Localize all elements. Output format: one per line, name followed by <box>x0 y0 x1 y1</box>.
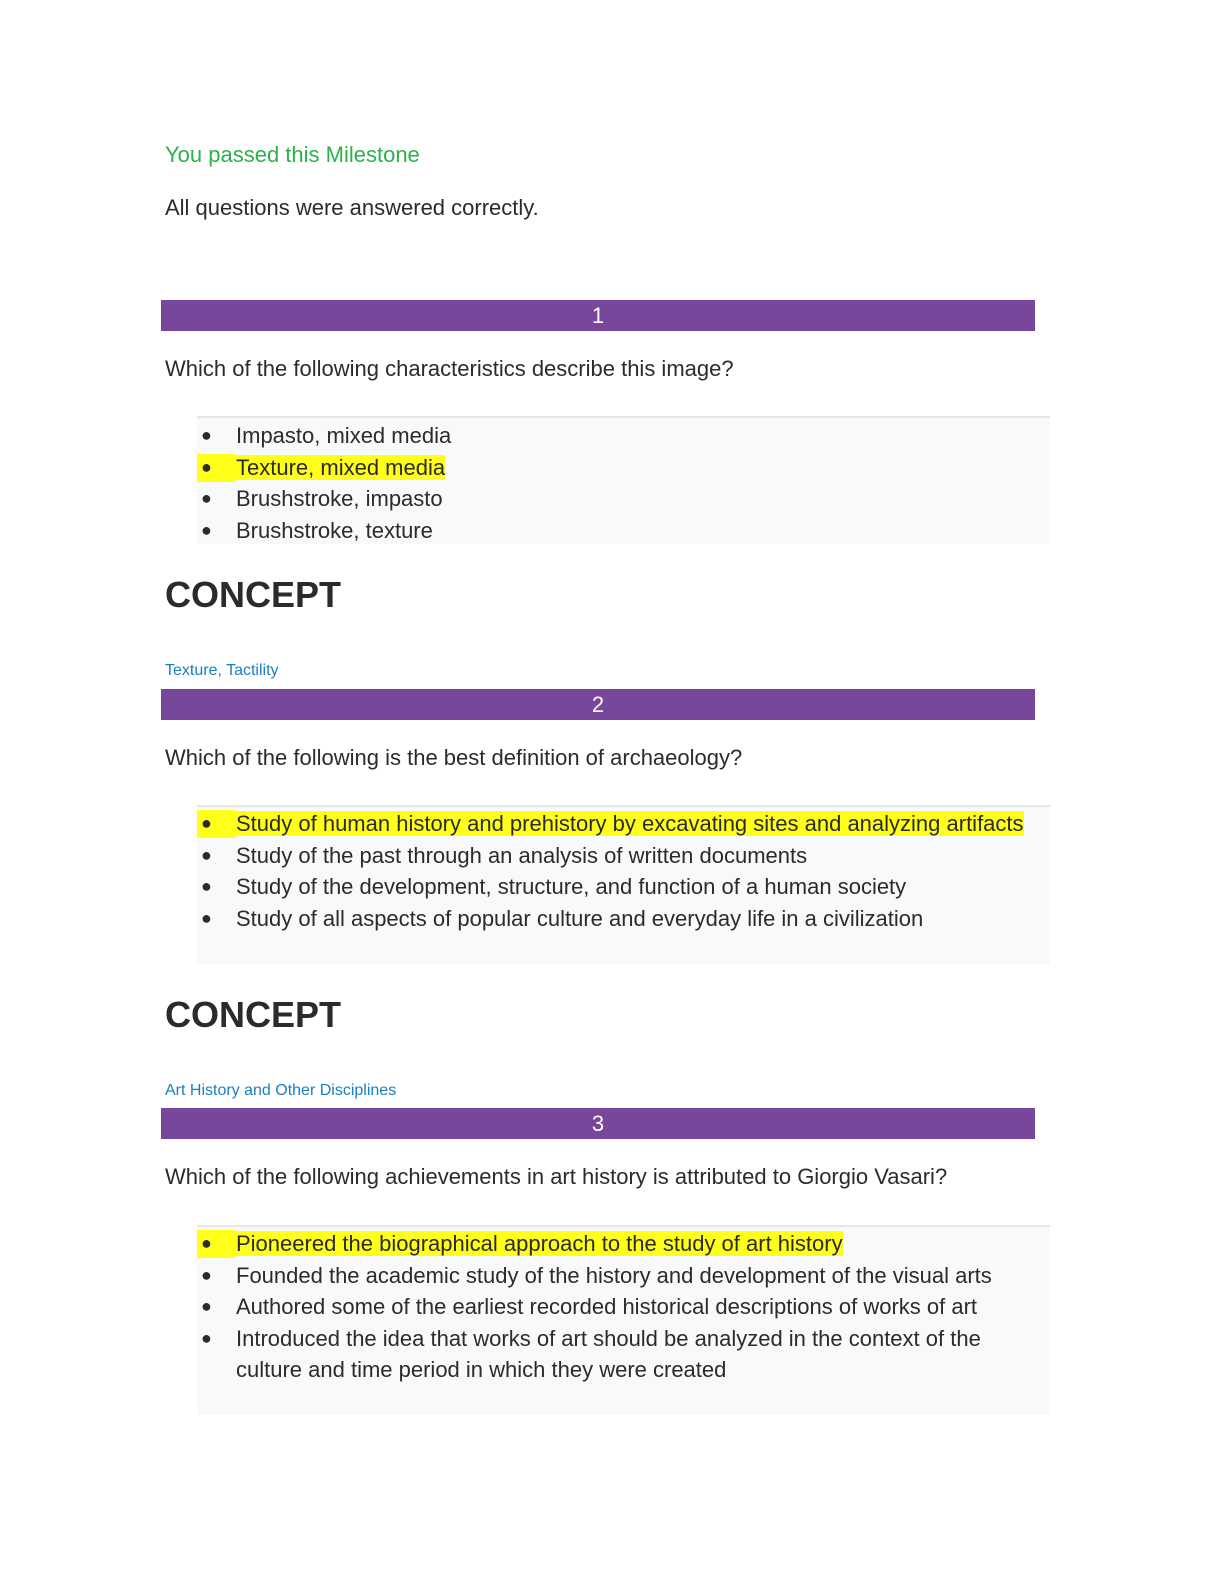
answer-option <box>197 871 1050 903</box>
bullet-icon: ● <box>201 1296 212 1316</box>
question-number-bar: 2 <box>161 689 1035 720</box>
results-summary: All questions were answered correctly. <box>165 195 539 220</box>
bullet-icon: ● <box>201 488 212 508</box>
answer-text: Impasto, mixed media <box>236 423 452 448</box>
concept-heading: CONCEPT <box>165 994 342 1035</box>
answer-text: Founded the academic study of the history and development of the visual arts <box>236 1262 992 1288</box>
bullet-icon: ● <box>201 876 212 896</box>
answer-option <box>197 483 1050 515</box>
answer-text: Study of human history and prehistory by excavating sites and analyzing artifacts <box>236 811 1024 836</box>
bullet-icon: ● <box>201 425 212 445</box>
answer-text: Texture, mixed media <box>236 454 446 480</box>
answer-list <box>197 1225 1050 1415</box>
answer-option <box>197 840 1050 872</box>
question-number-bar: 3 <box>161 1108 1035 1139</box>
answer-option-selected <box>197 807 1050 840</box>
answer-text: Study of the past through an analysis of written documents <box>236 842 808 868</box>
question-text: Which of the following is the best definition of archaeology? <box>165 745 743 770</box>
answer-option <box>197 1260 1050 1292</box>
bullet-icon: ● <box>201 844 212 865</box>
answer-option <box>197 903 1050 935</box>
answer-option <box>197 1323 1050 1386</box>
answer-list <box>197 416 1050 544</box>
question-number-bar: 1 <box>161 300 1035 331</box>
concept-link[interactable]: Art History and Other Disciplines <box>165 1082 397 1099</box>
answer-option <box>197 1291 1050 1323</box>
question-text: Which of the following achievements in art history is attributed to Giorgio Vasari? <box>165 1164 948 1189</box>
bullet-icon: ● <box>201 456 212 477</box>
answer-text: Pioneered the biographical approach to the study of art history <box>236 1231 843 1256</box>
answer-list <box>197 805 1050 964</box>
answer-text: Authored some of the earliest recorded historical descriptions of works of art <box>236 1294 978 1319</box>
answer-text: Introduced the idea that works of art should be analyzed in the context of the culture and time period in which they were created <box>236 1325 981 1382</box>
answer-text: Study of the development, structure, and function of a human society <box>236 874 907 899</box>
concept-heading: CONCEPT <box>165 574 342 615</box>
bullet-icon: ● <box>201 813 212 833</box>
bullet-icon: ● <box>201 1327 212 1348</box>
answer-text: Study of all aspects of popular culture and everyday life in a civilization <box>236 905 924 931</box>
milestone-status: You passed this Milestone <box>165 142 420 167</box>
bullet-icon: ● <box>201 1233 212 1253</box>
bullet-icon: ● <box>201 519 212 540</box>
bullet-icon: ● <box>201 907 212 928</box>
question-text: Which of the following characteristics describe this image? <box>165 356 734 381</box>
answer-option <box>197 515 1050 547</box>
answer-option <box>197 418 1050 452</box>
answer-text: Brushstroke, impasto <box>236 486 443 511</box>
concept-link[interactable]: Texture, Tactility <box>165 662 279 679</box>
answer-option-selected <box>197 1227 1050 1260</box>
bullet-icon: ● <box>201 1264 212 1285</box>
answer-option-selected <box>197 452 1050 484</box>
answer-text: Brushstroke, texture <box>236 517 433 543</box>
